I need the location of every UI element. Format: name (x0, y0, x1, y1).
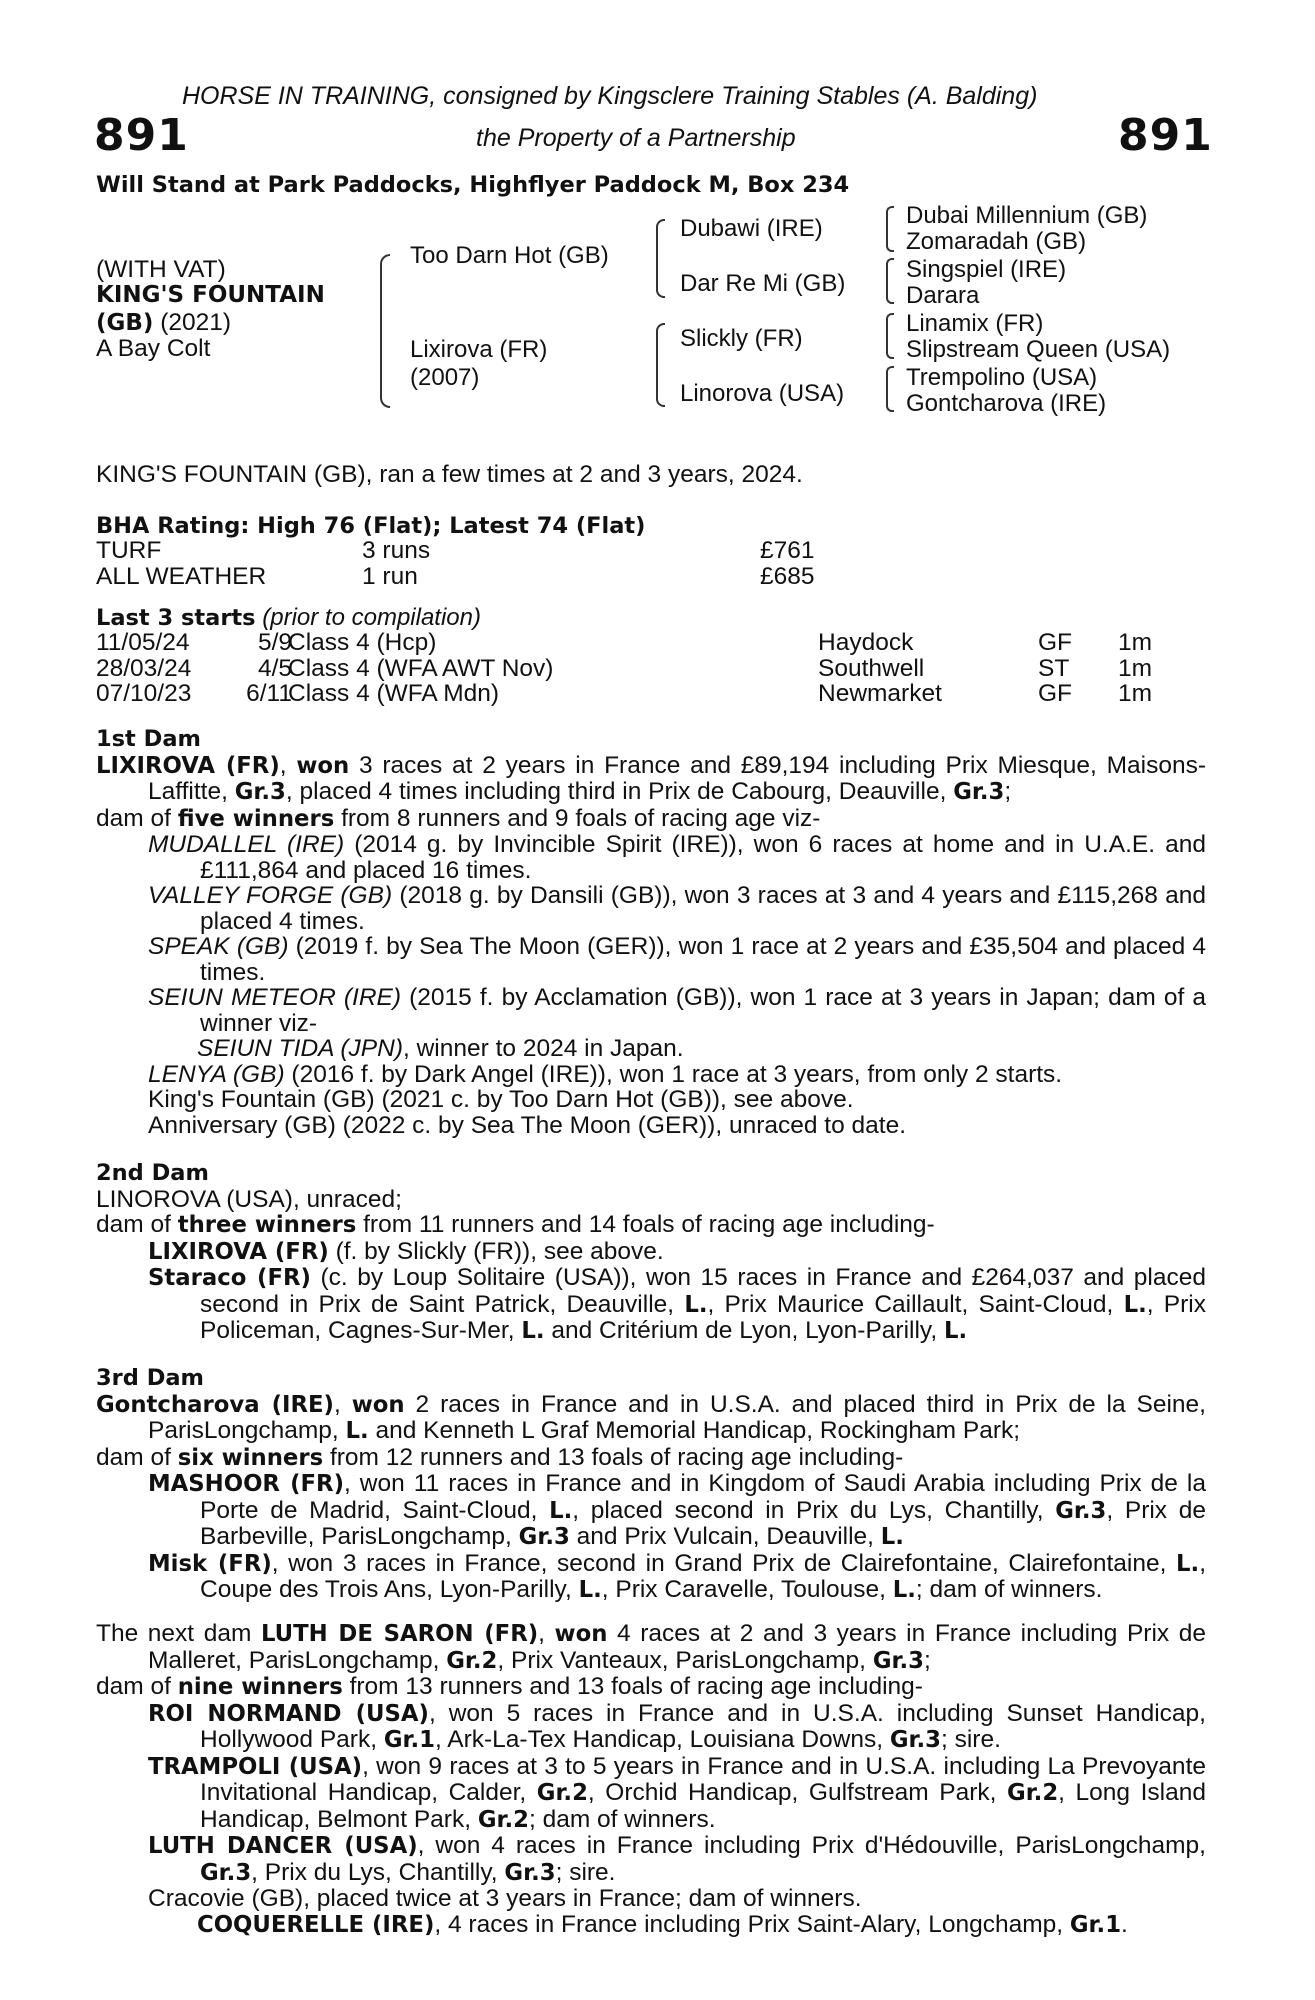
start-going: GF (1038, 629, 1073, 656)
pedigree-sire-sire: Dubawi (IRE) (680, 215, 823, 242)
surface-label: TURF (96, 537, 162, 564)
text-paragraph: MUDALLEL (IRE) (2014 g. by Invincible Spirit (IRE)), won 6 races at home and in U.A.E. and £111,864 and placed 16 times. (148, 831, 1206, 884)
progeny-list (96, 1471, 1206, 1604)
dam-entries (96, 1392, 1206, 1472)
last-starts-heading (96, 605, 481, 631)
start-date: 28/03/24 (96, 654, 192, 682)
pedigree-sire-dam: Dar Re Mi (GB) (680, 270, 846, 297)
text-paragraph: The next dam LUTH DE SARON (FR), won 4 races at 2 and 3 years in France including Prix de Malleret, ParisLongchamp, Gr.2, Prix Vanteaux, ParisLongchamp, Gr.3; (96, 1620, 1206, 1674)
start-going: ST (1038, 654, 1070, 682)
pedigree-dsd: Slipstream Queen (USA) (906, 336, 1171, 363)
last-starts-note: (prior to compilation) (255, 604, 481, 631)
runs-count: 1 run (362, 563, 418, 590)
start-course: Haydock (818, 629, 914, 656)
pedigree-ssd: Zomaradah (GB) (906, 228, 1087, 255)
dam-entries (96, 1621, 1206, 1701)
text-paragraph: TRAMPOLI (USA), won 9 races at 3 to 5 years in France and in U.S.A. including La Prevoyante Invitational Handicap, Calder, Gr.2, Orchid Handicap, Gulfstream Park, Gr.2, Long Island Handicap, Belmont Park, Gr.2; dam of winners. (148, 1752, 1206, 1833)
text-paragraph: LUTH DANCER (USA), won 4 races in France including Prix d'Hédouville, ParisLongchamp, Gr.3, Prix du Lys, Chantilly, Gr.3; sire. (148, 1832, 1206, 1886)
start-dist: 1m (1118, 680, 1153, 707)
progeny-list (96, 1701, 1206, 1912)
second-dam-section (96, 1161, 1206, 1345)
third-dam-section (96, 1366, 1206, 1604)
text-paragraph: LIXIROVA (FR), won 3 races at 2 years in France and £89,194 including Prix Miesque, Maisons-Laffitte, Gr.3, placed 4 times including third in Prix de Cabourg, Deauville, Gr.3; (96, 751, 1207, 805)
start-race: Class 4 (Hcp) (288, 629, 437, 656)
surface-label: ALL WEATHER (96, 563, 267, 590)
pedigree-dam-sire: Slickly (FR) (680, 325, 803, 352)
text-paragraph: LENYA (GB) (2016 f. by Dark Angel (IRE)), won 1 race at 3 years, from only 2 starts. (148, 1060, 1063, 1088)
text-paragraph: King's Fountain (GB) (2021 c. by Too Darn Hot (GB)), see above. (148, 1086, 854, 1113)
text-paragraph: LINOROVA (USA), unraced; (96, 1185, 402, 1213)
start-race: Class 4 (WFA AWT Nov) (288, 654, 554, 682)
pedigree-bracket (380, 254, 390, 408)
horse-origin (96, 310, 231, 337)
text-paragraph: LIXIROVA (FR) (f. by Slickly (FR)), see above. (148, 1237, 664, 1265)
progeny-list (96, 1062, 1206, 1139)
pedigree-dds: Trempolino (USA) (906, 364, 1098, 391)
pedigree-sdd: Darara (906, 282, 980, 309)
bha-rating: BHA Rating: High 76 (Flat); Latest 74 (Flat) (96, 513, 646, 539)
horse-country: (GB) (96, 310, 154, 336)
pedigree-dam-year: (2007) (410, 364, 480, 391)
start-dist: 1m (1118, 629, 1153, 656)
first-dam-heading: 1st Dam (96, 726, 201, 752)
text-paragraph: Staraco (FR) (c. by Loup Solitaire (USA)), won 15 races in France and £264,037 and placed second in Prix de Saint Patrick, Deauville, L., Prix Maurice Caillault, Saint-Cloud, L., Prix Policeman, Cagnes-Sur-Mer, L. and Critérium de Lyon, Lyon-Parilly, L. (148, 1264, 1206, 1344)
horse-year: (2021) (153, 309, 232, 336)
lot-number-right: 891 (1118, 110, 1213, 161)
progeny-list (96, 1239, 1206, 1345)
start-course: Southwell (818, 654, 925, 682)
ownership-line: the Property of a Partnership (476, 124, 796, 152)
start-race: Class 4 (WFA Mdn) (288, 680, 500, 707)
start-course: Newmarket (818, 680, 942, 707)
text-paragraph: SPEAK (GB) (2019 f. by Sea The Moon (GER)), won 1 race at 2 years and £35,504 and placed 4 times. (148, 933, 1206, 986)
pedigree-bracket (656, 219, 665, 298)
pedigree-bracket (886, 258, 894, 304)
text-paragraph: dam of five winners from 8 runners and 9 foals of racing age viz- (96, 804, 821, 832)
pedigree-dam: Lixirova (FR) (410, 336, 548, 363)
text-paragraph: Misk (FR), won 3 races in France, second in Grand Prix de Clairefontaine, Clairefontaine, L., Coupe des Trois Ans, Lyon-Parilly, L., Prix Caravelle, Toulouse, L.; dam of winners. (148, 1549, 1206, 1603)
start-going: GF (1038, 680, 1073, 707)
pedigree-bracket (886, 366, 894, 412)
start-pos: 6/11 (246, 680, 292, 707)
next-dam-section (96, 1621, 1206, 1938)
dam-entries (96, 753, 1206, 833)
start-date: 07/10/23 (96, 680, 192, 707)
text-paragraph: SEIUN METEOR (IRE) (2015 f. by Acclamation (GB)), won 1 race at 3 years in Japan; dam of a winner viz- (148, 984, 1206, 1037)
pedigree-sds: Singspiel (IRE) (906, 256, 1067, 283)
pedigree-sire: Too Darn Hot (GB) (410, 242, 609, 269)
last-starts-title: Last 3 starts (96, 605, 256, 631)
vat-note: (WITH VAT) (96, 256, 226, 283)
pedigree-sss: Dubai Millennium (GB) (906, 202, 1148, 229)
dam-entries (96, 1187, 1206, 1239)
pedigree-dam-dam: Linorova (USA) (680, 380, 845, 407)
grand-progeny: COQUERELLE (IRE), 4 races in France including Prix Saint-Alary, Longchamp, Gr.1. (197, 1910, 1128, 1938)
text-paragraph: Cracovie (GB), placed twice at 3 years in France; dam of winners. (148, 1885, 862, 1912)
runs-count: 3 runs (362, 537, 431, 564)
text-paragraph: dam of nine winners from 13 runners and 13 foals of racing age including- (96, 1673, 923, 1700)
grand-progeny: SEIUN TIDA (JPN), winner to 2024 in Japan. (197, 1035, 684, 1062)
first-dam-section (96, 727, 1206, 1138)
prize-money: £685 (760, 563, 815, 590)
horse-name: KING'S FOUNTAIN (96, 282, 325, 308)
pedigree-bracket (886, 206, 894, 252)
race-summary: KING'S FOUNTAIN (GB), ran a few times at 2 and 3 years, 2024. (96, 461, 803, 488)
text-paragraph: dam of three winners from 11 runners and 14 foals of racing age including- (96, 1211, 935, 1238)
text-paragraph: MASHOOR (FR), won 11 races in France and in Kingdom of Saudi Arabia including Prix de la Porte de Madrid, Saint-Cloud, L., placed second in Prix du Lys, Chantilly, Gr.3, Prix de Barbeville, ParisLongchamp, Gr.3 and Prix Vulcain, Deauville, L. (148, 1470, 1206, 1550)
start-date: 11/05/24 (96, 629, 190, 656)
pedigree-bracket (886, 313, 894, 359)
second-dam-heading: 2nd Dam (96, 1160, 209, 1186)
third-dam-heading: 3rd Dam (96, 1365, 204, 1391)
text-paragraph: VALLEY FORGE (GB) (2018 g. by Dansili (GB)), won 3 races at 3 and 4 years and £115,268 and placed 4 times. (148, 882, 1206, 935)
text-paragraph: Gontcharova (IRE), won 2 races in France and in U.S.A. and placed third in Prix de la Seine, ParisLongchamp, L. and Kenneth L Graf Memorial Handicap, Rockingham Park; (96, 1390, 1206, 1444)
pedigree-dss: Linamix (FR) (906, 310, 1044, 337)
consignor-line: HORSE IN TRAINING, consigned by Kingsclere Training Stables (A. Balding) (182, 82, 1038, 110)
text-paragraph: ROI NORMAND (USA), won 5 races in France and in U.S.A. including Sunset Handicap, Hollywood Park, Gr.1, Ark-La-Tex Handicap, Louisiana Downs, Gr.3; sire. (148, 1699, 1206, 1753)
lot-number-left: 891 (94, 110, 189, 161)
start-pos: 4/5 (257, 654, 292, 682)
pedigree-bracket (656, 323, 665, 407)
location-line: Will Stand at Park Paddocks, Highflyer Paddock M, Box 234 (96, 172, 850, 198)
pedigree-ddd: Gontcharova (IRE) (906, 390, 1107, 417)
text-paragraph: Anniversary (GB) (2022 c. by Sea The Moon (GER)), unraced to date. (148, 1111, 907, 1139)
progeny-list (96, 832, 1206, 1036)
start-dist: 1m (1118, 654, 1153, 682)
horse-description: A Bay Colt (96, 335, 211, 362)
text-paragraph: dam of six winners from 12 runners and 13 foals of racing age including- (96, 1443, 904, 1471)
prize-money: £761 (760, 537, 815, 564)
start-pos: 5/9 (257, 629, 292, 656)
